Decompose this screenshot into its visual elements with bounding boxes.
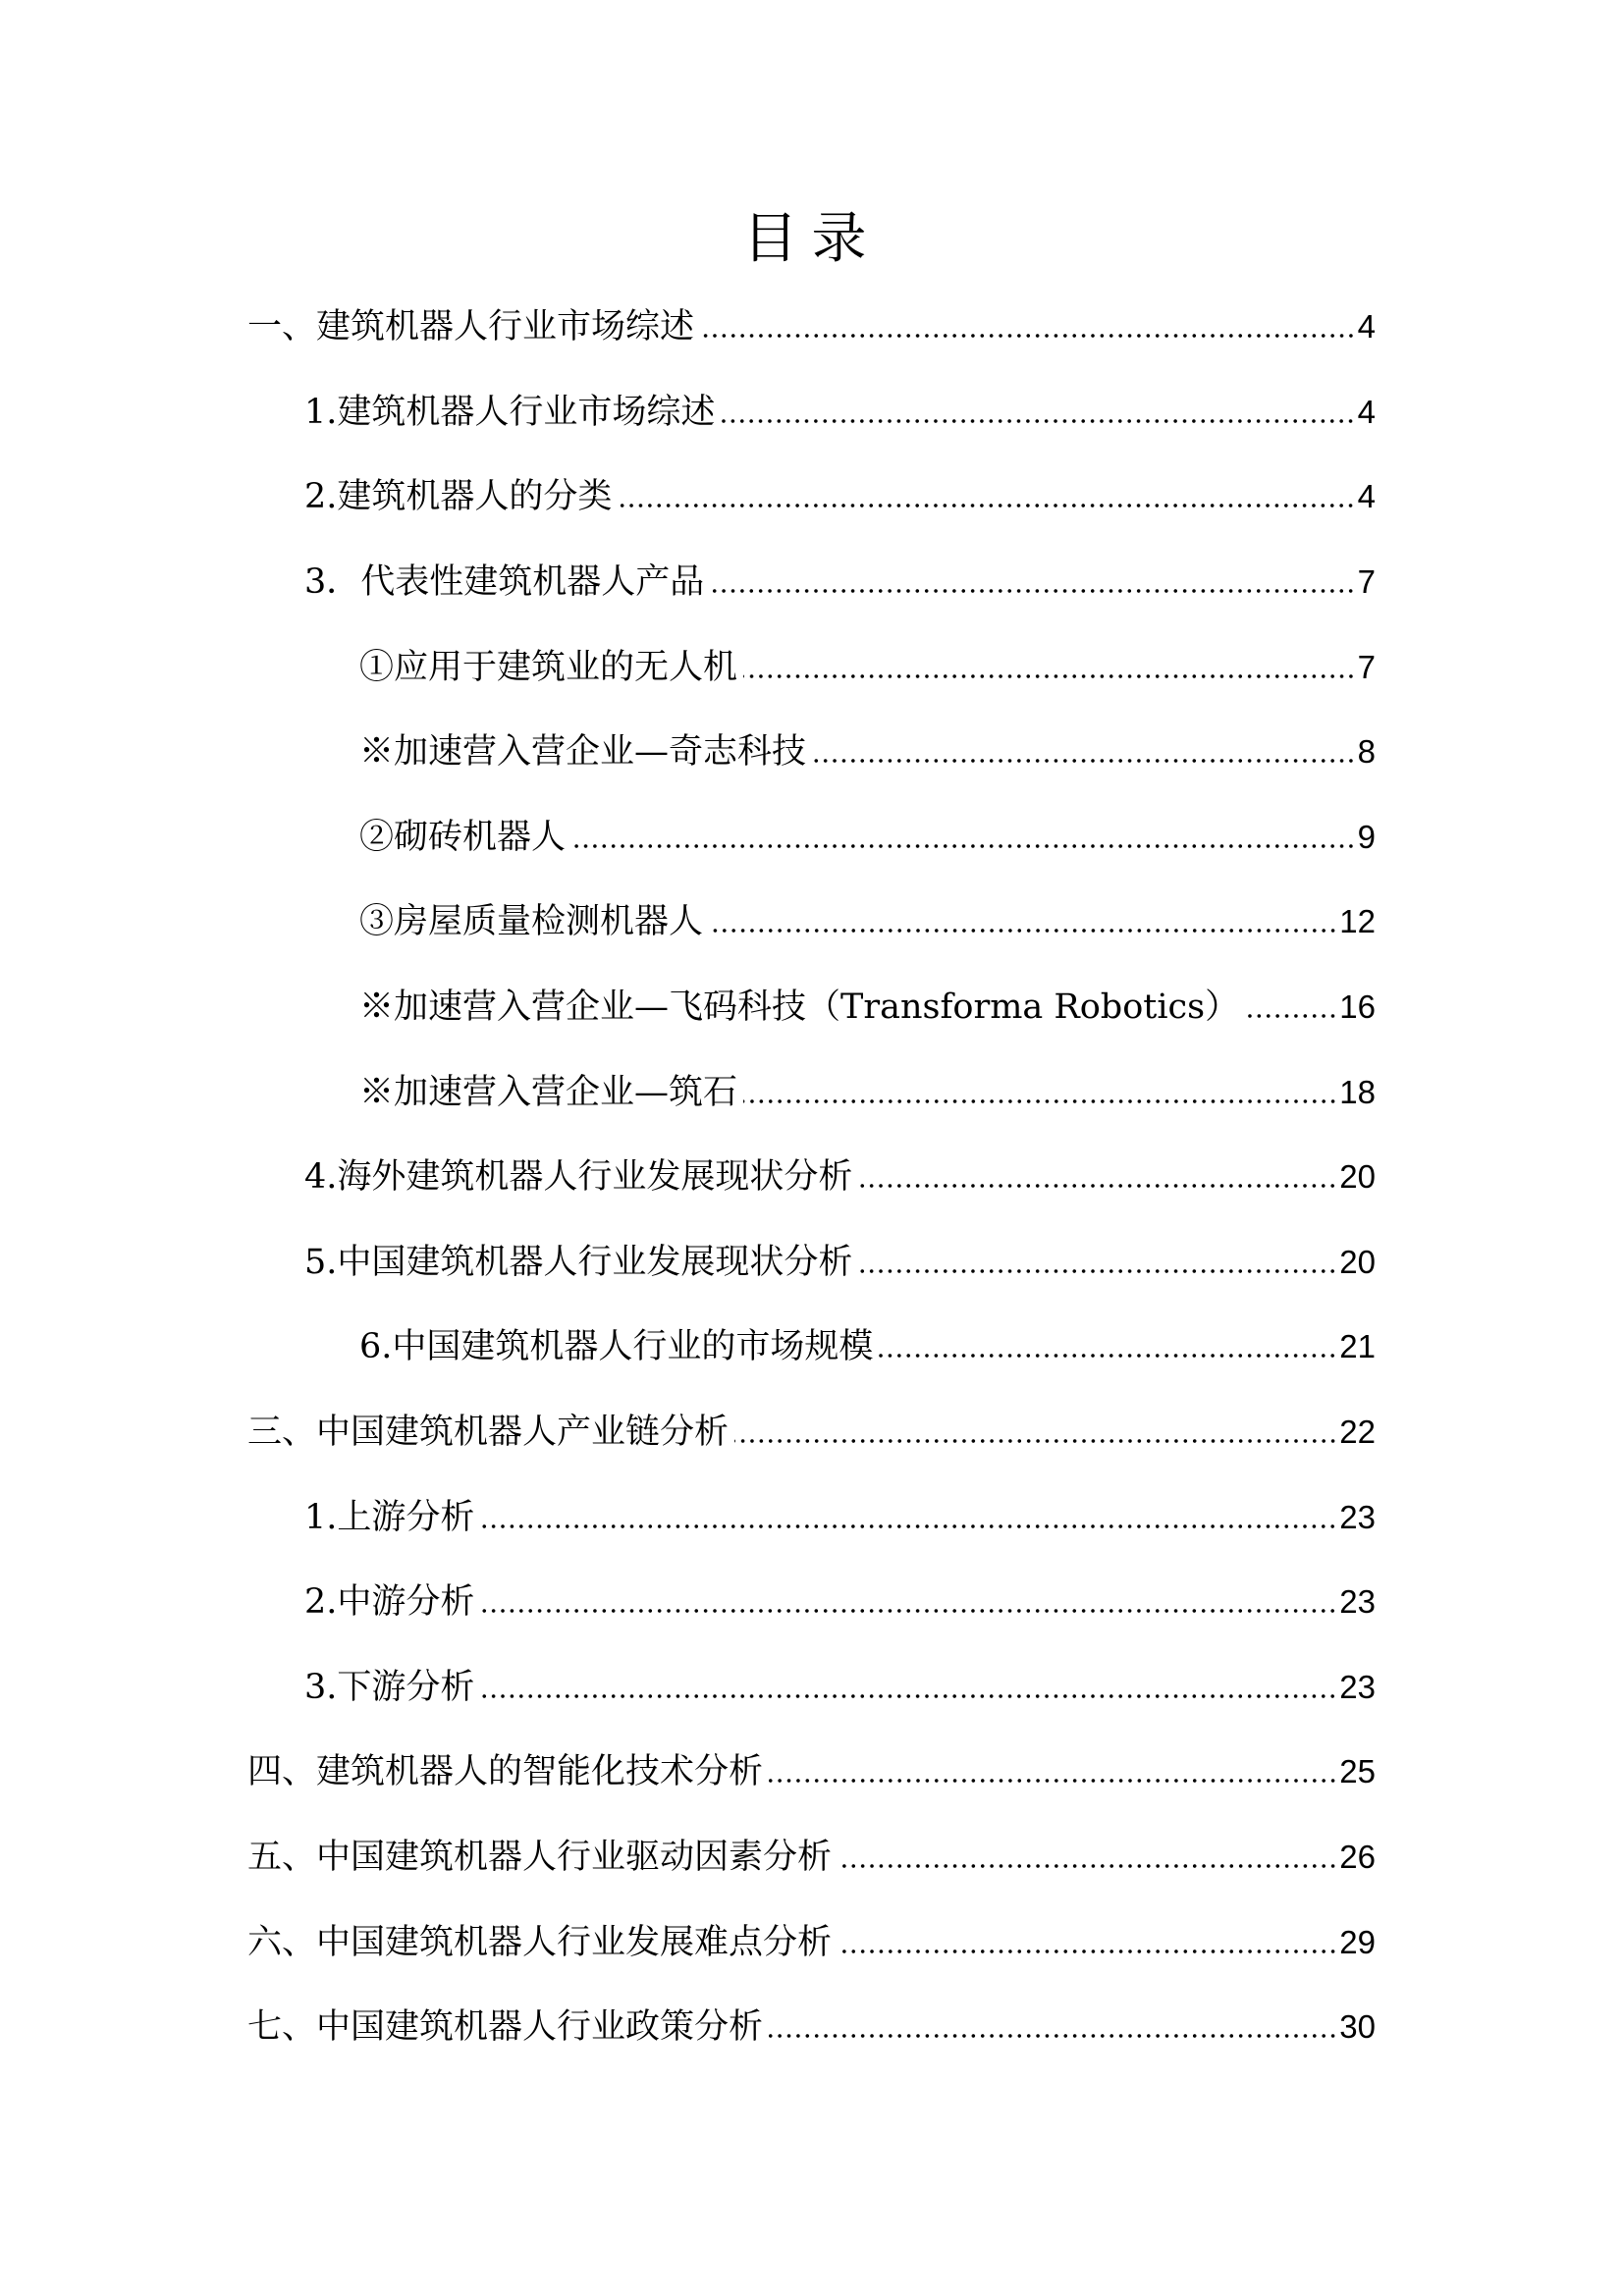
toc-entry-page: 20 — [1339, 1158, 1376, 1195]
toc-entry-page: 4 — [1357, 308, 1376, 345]
toc-entry-page: 4 — [1357, 394, 1376, 430]
dot-leader — [743, 644, 1356, 691]
toc-entry-page: 7 — [1357, 563, 1376, 600]
toc-entry-title: ※加速营入营企业—奇志科技 — [359, 732, 807, 772]
dot-leader — [480, 1664, 1337, 1711]
toc-entry[interactable] — [304, 389, 1376, 436]
dot-leader — [480, 1578, 1337, 1626]
toc-entry-title: ①应用于建筑业的无人机 — [359, 648, 738, 687]
toc-entry-title: 6.中国建筑机器人行业的市场规模 — [359, 1327, 874, 1366]
dot-leader — [743, 1069, 1337, 1116]
dot-leader — [618, 473, 1355, 520]
toc-entry-title: 1.上游分析 — [304, 1498, 475, 1537]
toc-entry-page: 23 — [1339, 1669, 1376, 1705]
toc-entry-page: 16 — [1339, 988, 1376, 1025]
toc-entry-page: 18 — [1339, 1074, 1376, 1110]
toc-entry[interactable] — [247, 1748, 1376, 1795]
toc-entry-title: 七、中国建筑机器人行业政策分析 — [247, 2007, 764, 2047]
toc-entry[interactable] — [247, 303, 1376, 350]
toc-entry-title: 2.建筑机器人的分类 — [304, 477, 613, 516]
toc-entry-page: 20 — [1339, 1244, 1376, 1280]
dot-leader — [709, 898, 1337, 945]
toc-title: 目录 — [742, 207, 881, 271]
dot-leader — [812, 728, 1356, 775]
toc-entry-page: 26 — [1339, 1839, 1376, 1875]
toc-entry[interactable] — [304, 1578, 1376, 1626]
toc-entry-title: 四、建筑机器人的智能化技术分析 — [247, 1752, 764, 1791]
toc-entry[interactable] — [247, 1834, 1376, 1881]
dot-leader — [734, 1409, 1337, 1456]
toc-entry-title: 1.建筑机器人行业市场综述 — [304, 393, 716, 432]
toc-entry[interactable] — [304, 1664, 1376, 1711]
dot-leader — [480, 1494, 1337, 1541]
toc-entry-title: 4.海外建筑机器人行业发展现状分析 — [304, 1157, 853, 1197]
dot-leader — [721, 389, 1355, 436]
toc-entry[interactable] — [247, 1409, 1376, 1456]
toc-entry-page: 23 — [1339, 1583, 1376, 1620]
toc-entry[interactable] — [359, 1069, 1376, 1116]
toc-entry-title: 3．代表性建筑机器人产品 — [304, 562, 705, 602]
toc-entry-page: 9 — [1357, 819, 1376, 855]
toc-entry[interactable] — [304, 559, 1376, 606]
dot-leader — [838, 1919, 1337, 1966]
toc-entry-page: 30 — [1339, 2008, 1376, 2045]
toc-entry-page: 29 — [1339, 1924, 1376, 1960]
dot-leader — [858, 1153, 1337, 1201]
toc-entry[interactable] — [359, 728, 1376, 775]
dot-leader — [710, 559, 1355, 606]
toc-entry-title: 五、中国建筑机器人行业驱动因素分析 — [247, 1838, 833, 1877]
toc-entry[interactable] — [304, 473, 1376, 520]
toc-entry-title: ②砌砖机器人 — [359, 818, 567, 857]
toc-entry-title: 六、中国建筑机器人行业发展难点分析 — [247, 1923, 833, 1962]
toc-entry-page: 21 — [1339, 1328, 1376, 1364]
toc-entry[interactable] — [247, 2003, 1376, 2051]
toc-entry-page: 8 — [1357, 733, 1376, 770]
dot-leader — [769, 2003, 1337, 2051]
toc-entry[interactable] — [359, 814, 1376, 861]
toc-entry-title: 三、中国建筑机器人产业链分析 — [247, 1413, 730, 1452]
toc-entry[interactable] — [359, 1323, 1376, 1370]
dot-leader — [769, 1748, 1337, 1795]
dot-leader — [858, 1239, 1337, 1286]
toc-entry-page: 25 — [1339, 1753, 1376, 1789]
dot-leader — [571, 814, 1356, 861]
toc-entry-page: 4 — [1357, 478, 1376, 514]
toc-entry[interactable] — [359, 644, 1376, 691]
toc-entry[interactable] — [304, 1494, 1376, 1541]
toc-entry[interactable] — [359, 984, 1376, 1031]
toc-entry[interactable] — [247, 1919, 1376, 1966]
toc-entry-title: 5.中国建筑机器人行业发展现状分析 — [304, 1243, 853, 1282]
toc-entry-title: 2.中游分析 — [304, 1582, 475, 1622]
toc-entry-title: ③房屋质量检测机器人 — [359, 902, 704, 941]
dot-leader — [700, 303, 1356, 350]
toc-entry-page: 23 — [1339, 1499, 1376, 1535]
toc-entry-title: ※加速营入营企业—筑石 — [359, 1073, 738, 1112]
dot-leader — [838, 1834, 1337, 1881]
toc-entry-page: 12 — [1339, 903, 1376, 939]
toc-entry-page: 7 — [1357, 649, 1376, 685]
toc-entry-page: 22 — [1339, 1414, 1376, 1450]
toc-entry[interactable] — [359, 898, 1376, 945]
dot-leader — [879, 1323, 1337, 1370]
dot-leader — [1245, 984, 1337, 1031]
toc-entry-title: 一、建筑机器人行业市场综述 — [247, 307, 695, 347]
toc-entry-title: ※加速营入营企业—飞码科技（Transforma Robotics） — [359, 988, 1240, 1027]
toc-entry-title: 3.下游分析 — [304, 1668, 475, 1707]
toc-entry[interactable] — [304, 1239, 1376, 1286]
toc-entry[interactable] — [304, 1153, 1376, 1201]
